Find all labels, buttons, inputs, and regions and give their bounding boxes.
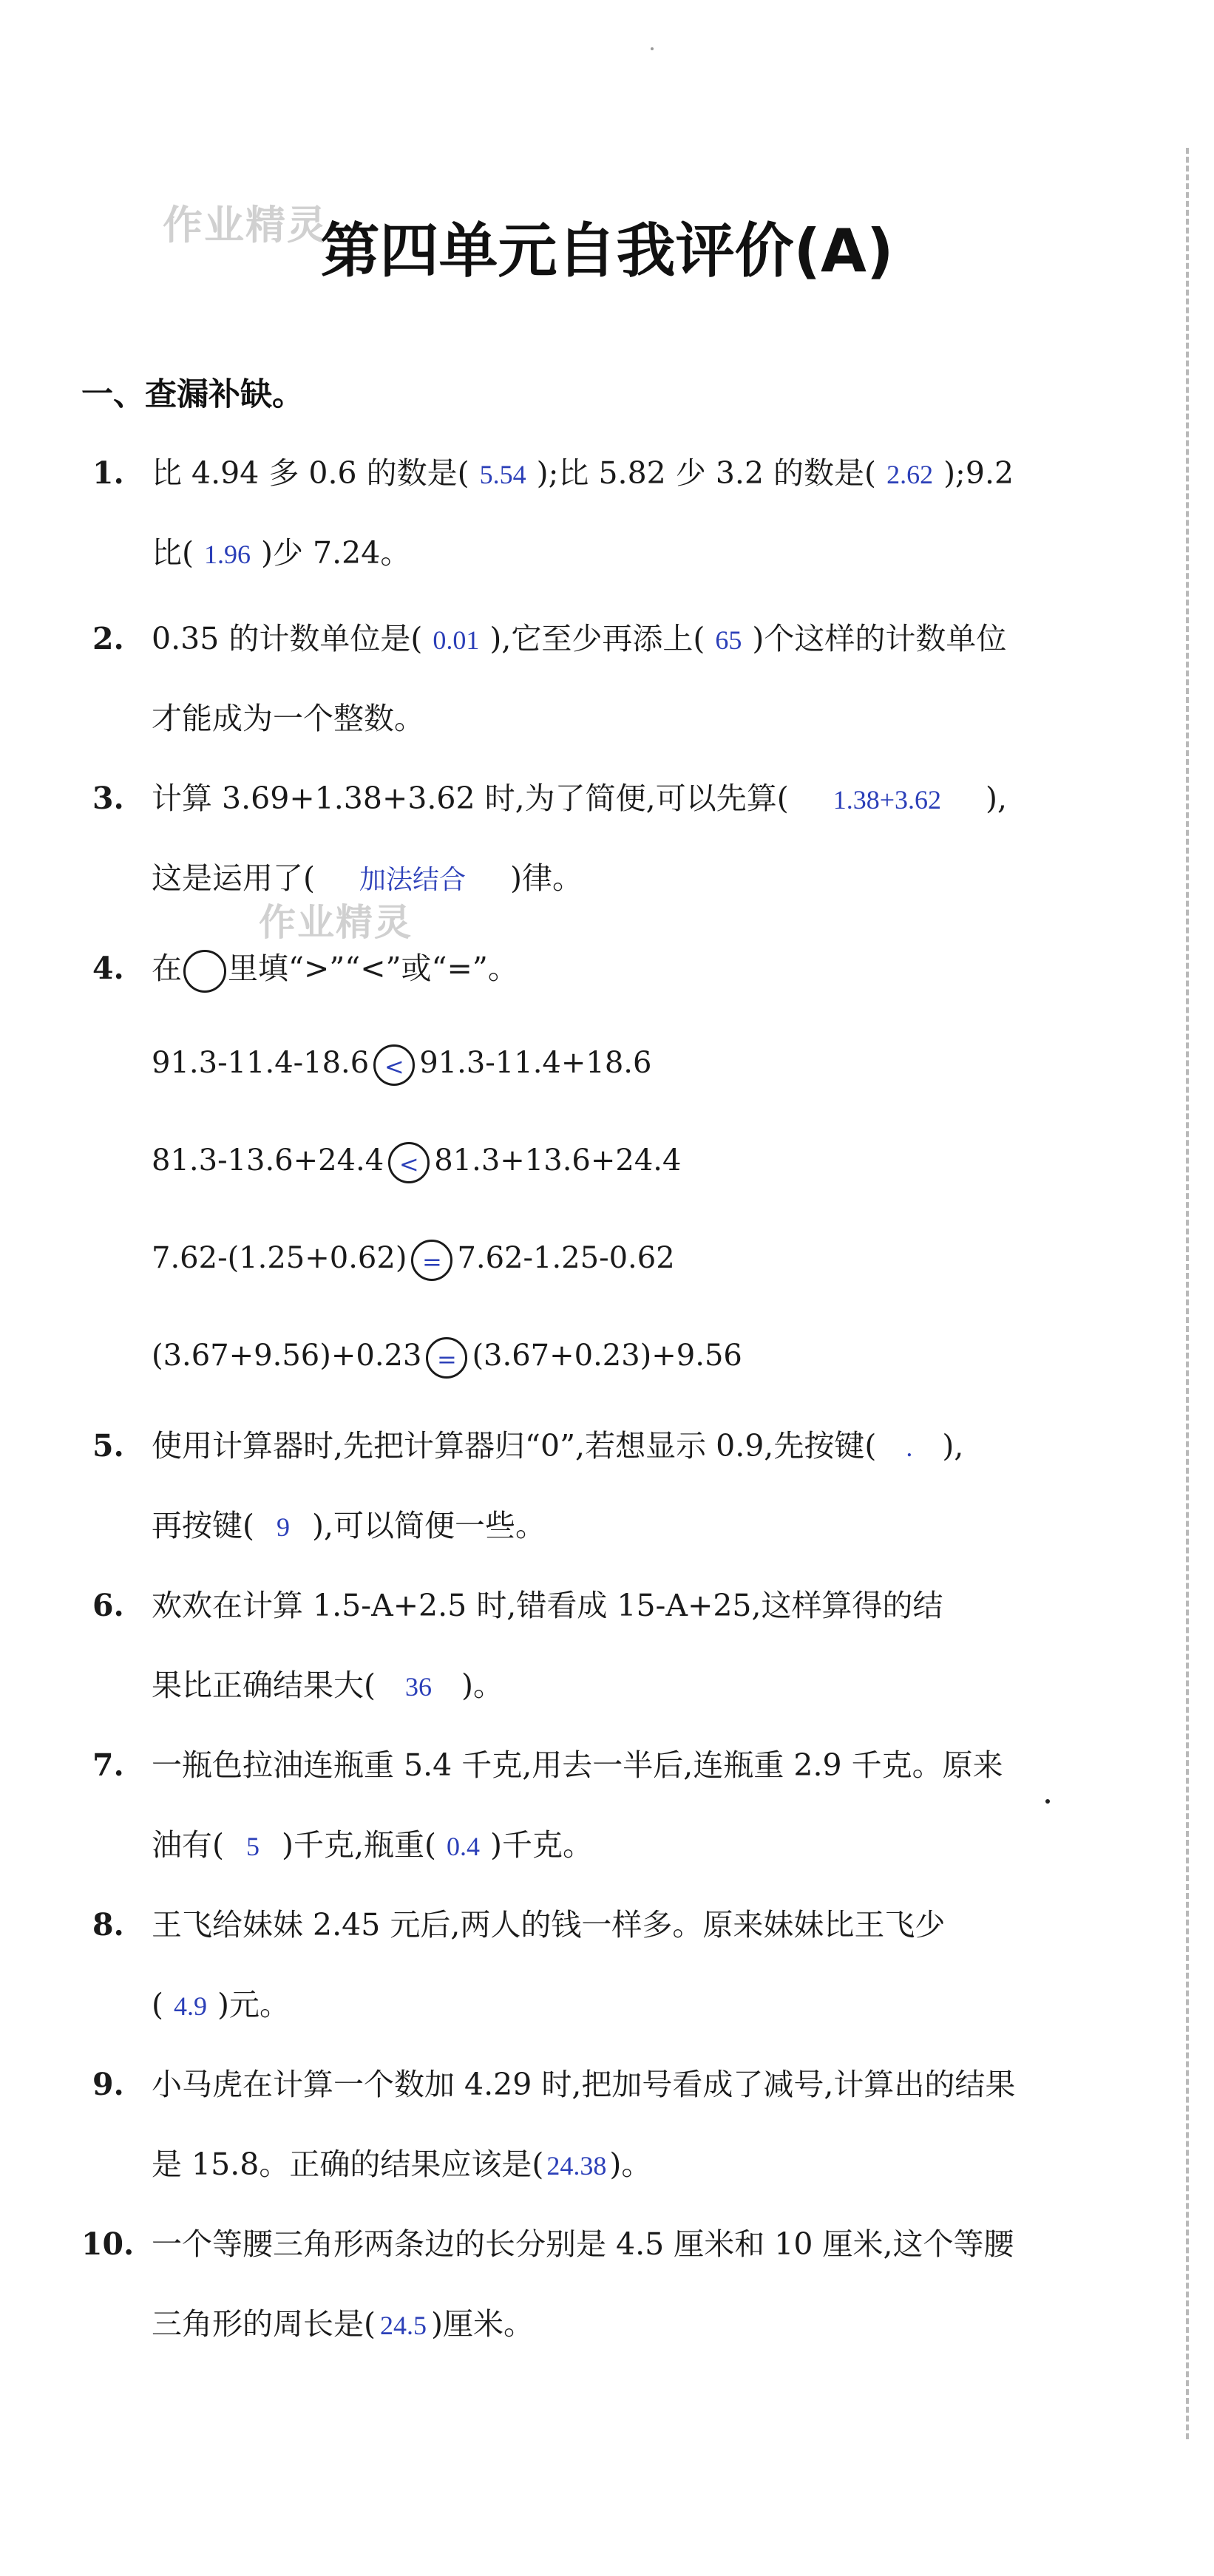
- answer: 0.4: [447, 1832, 481, 1861]
- watermark-top: 作业精灵: [163, 202, 328, 248]
- answer: 5.54: [479, 460, 526, 489]
- answer: 9: [277, 1512, 290, 1542]
- question-number: 10.: [81, 2226, 135, 2262]
- page-title: 第四单元自我评价(A): [320, 217, 894, 285]
- comparison-circle: =: [411, 1240, 452, 1281]
- answer: 0.01: [433, 625, 480, 655]
- answer: 4.9: [174, 1991, 207, 2021]
- question-number: 7.: [92, 1747, 124, 1783]
- comparison-circle: <: [388, 1142, 430, 1183]
- comparison-circle: =: [426, 1337, 467, 1379]
- question-number: 5.: [92, 1428, 124, 1464]
- answer: 1.38+3.62: [832, 785, 942, 815]
- question-number: 3.: [92, 781, 124, 816]
- answer: 5: [246, 1832, 260, 1861]
- answer: 24.5: [380, 2311, 427, 2340]
- stray-dot: [1045, 1799, 1050, 1804]
- answer: 1.96: [204, 540, 251, 569]
- circle-blank-icon: [183, 950, 226, 993]
- watermark-middle: 作业精灵: [259, 901, 413, 944]
- answer: 加法结合: [359, 865, 467, 895]
- section-heading: 一、查漏补缺。: [81, 376, 304, 413]
- comparison-circle: <: [373, 1044, 415, 1086]
- answer: 36: [405, 1672, 432, 1702]
- scan-speck: [651, 47, 654, 50]
- question-number: 4.: [92, 951, 124, 986]
- margin-dashed-line: [1186, 148, 1189, 2439]
- answer: 65: [715, 625, 742, 655]
- question-number: 9.: [92, 2067, 124, 2102]
- question-number: 8.: [92, 1907, 124, 1943]
- question-number: 1.: [92, 455, 124, 491]
- answer: 24.38: [546, 2151, 607, 2181]
- question-number: 6.: [92, 1588, 124, 1623]
- answer: .: [906, 1433, 913, 1462]
- question-number: 2.: [92, 621, 124, 656]
- answer: 2.62: [886, 460, 934, 489]
